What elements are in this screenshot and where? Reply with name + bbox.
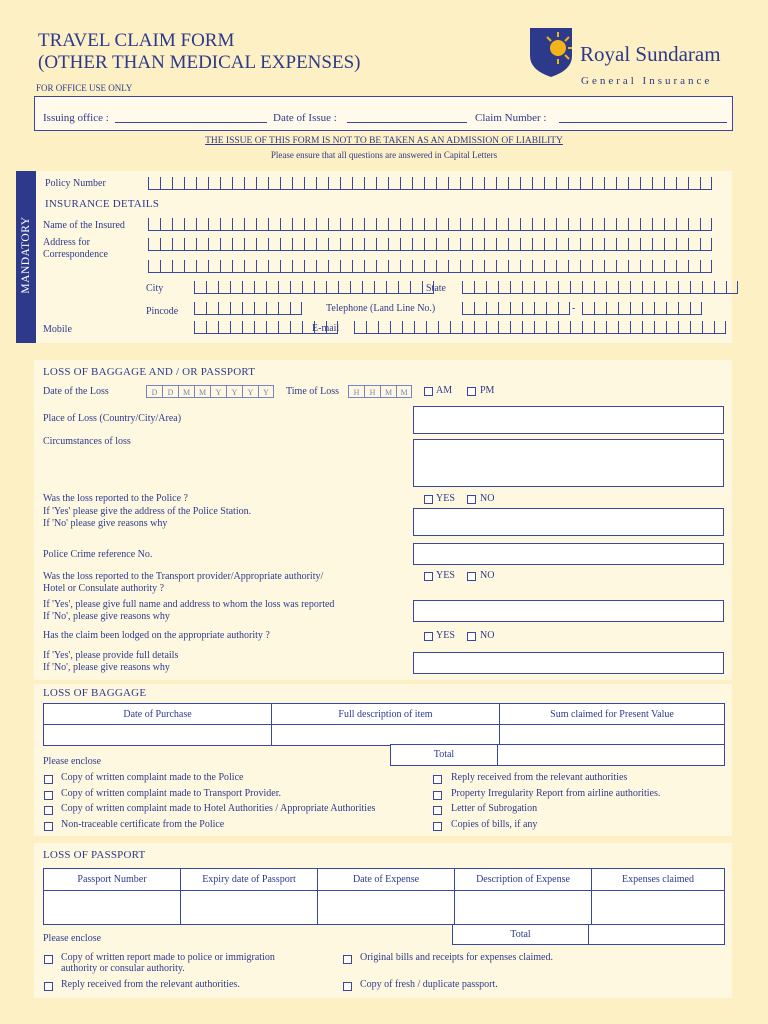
circumstances-label: Circumstances of loss — [43, 436, 131, 447]
passport-col-description: Description of Expense — [455, 869, 592, 891]
police-question-line1: Was the loss reported to the Police ? — [43, 493, 188, 504]
passport-col-claimed: Expenses claimed — [592, 869, 725, 891]
email-cells[interactable] — [354, 321, 726, 334]
baggage-left-item-3: Copy of written complaint made to Hotel Authorities / Appropriate Authorities — [61, 803, 376, 814]
passport-total-label-box — [452, 924, 589, 945]
passport-table — [43, 868, 725, 925]
place-of-loss-label: Place of Loss (Country/City/Area) — [43, 413, 182, 424]
baggage-panel — [34, 684, 732, 836]
baggage-heading: LOSS OF BAGGAGE — [43, 687, 147, 699]
claim-number-field[interactable] — [559, 122, 727, 123]
city-cells[interactable] — [194, 281, 434, 294]
name-insured-cells[interactable] — [148, 218, 712, 231]
baggage-total-label: Total — [433, 749, 455, 760]
baggage-left-checkbox-4[interactable] — [44, 822, 53, 831]
passport-enclose-label: Please enclose — [43, 933, 102, 944]
baggage-table — [43, 703, 725, 746]
royal-sundaram-shield-icon — [528, 26, 574, 78]
passport-heading: LOSS OF PASSPORT — [43, 849, 146, 861]
mandatory-side-bar — [16, 171, 36, 343]
police-ref-label: Police Crime reference No. — [43, 549, 153, 560]
transport-no-checkbox[interactable] — [467, 572, 476, 581]
transport-question-line2: Hotel or Consulate authority ? — [43, 583, 165, 594]
passport-right-item-2: Copy of fresh / duplicate passport. — [360, 979, 498, 990]
pm-checkbox[interactable] — [467, 387, 476, 396]
passport-right-checkbox-2[interactable] — [343, 982, 352, 991]
police-no-checkbox[interactable] — [467, 495, 476, 504]
email-label: E-mail — [312, 323, 340, 334]
transport-question-line3: If 'Yes', please give full name and address to whom the loss was reported — [43, 599, 335, 610]
state-label: State — [426, 283, 446, 294]
mandatory-label: MANDATORY — [20, 216, 32, 294]
baggage-right-item-2: Property Irregularity Report from airline authorities. — [451, 788, 661, 799]
mobile-label: Mobile — [43, 324, 72, 335]
pincode-label: Pincode — [146, 306, 179, 317]
transport-yes-label: YES — [436, 570, 455, 581]
police-no-label: NO — [480, 493, 495, 504]
claim-details-line1: If 'Yes', please provide full details — [43, 650, 179, 661]
baggage-left-item-2: Copy of written complaint made to Transport Provider. — [61, 788, 281, 799]
city-label: City — [146, 283, 164, 294]
capital-letters-note: Please ensure that all questions are answered in Capital Letters — [270, 150, 498, 160]
loss-details-heading: LOSS OF BAGGAGE AND / OR PASSPORT — [43, 366, 256, 378]
baggage-cell-date[interactable] — [44, 725, 272, 746]
am-label: AM — [436, 385, 453, 396]
passport-left-checkbox-1[interactable] — [44, 955, 53, 964]
passport-right-checkbox-1[interactable] — [343, 955, 352, 964]
baggage-left-checkbox-2[interactable] — [44, 791, 53, 800]
passport-panel — [34, 843, 732, 998]
claim-no-label: NO — [480, 630, 495, 641]
address-label-line2: Correspondence — [43, 249, 108, 260]
claim-details-field[interactable] — [413, 652, 724, 674]
address-cells-line1[interactable] — [148, 238, 712, 251]
passport-left-checkbox-2[interactable] — [44, 982, 53, 991]
brand-logo — [528, 26, 574, 78]
form-title-line2: (OTHER THAN MEDICAL EXPENSES) — [38, 52, 361, 73]
passport-col-expiry: Expiry date of Passport — [181, 869, 318, 891]
brand-subtitle: General Insurance — [581, 75, 713, 87]
passport-left-item-1b: authority or consular authority. — [61, 963, 185, 974]
claim-no-checkbox[interactable] — [467, 632, 476, 641]
date-of-loss-label: Date of the Loss — [43, 386, 109, 397]
date-of-loss-cells[interactable]: D D M M Y Y Y Y — [146, 385, 274, 398]
baggage-total-field[interactable] — [497, 744, 725, 766]
baggage-left-checkbox-3[interactable] — [44, 806, 53, 815]
passport-total-field[interactable] — [588, 924, 725, 945]
address-cells-line2[interactable] — [148, 260, 712, 273]
time-of-loss-label: Time of Loss — [286, 386, 339, 397]
circumstances-field[interactable] — [413, 439, 724, 487]
liability-notice: THE ISSUE OF THIS FORM IS NOT TO BE TAKEN AS AN ADMISSION OF LIABILITY — [205, 136, 563, 146]
transport-question-line1: Was the loss reported to the Transport provider/Appropriate authority/ — [43, 571, 324, 582]
baggage-left-item-1: Copy of written complaint made to the Police — [61, 772, 244, 783]
claim-yes-label: YES — [436, 630, 455, 641]
claim-number-label: Claim Number : — [475, 112, 547, 124]
baggage-right-checkbox-3[interactable] — [433, 806, 442, 815]
transport-no-label: NO — [480, 570, 495, 581]
baggage-right-item-4: Copies of bills, if any — [451, 819, 538, 830]
passport-cell-expiry[interactable] — [181, 891, 318, 925]
passport-cell-date-expense[interactable] — [318, 891, 455, 925]
passport-cell-description[interactable] — [455, 891, 592, 925]
name-insured-label: Name of the Insured — [43, 220, 125, 231]
police-details-field[interactable] — [413, 508, 724, 536]
baggage-left-item-4: Non-traceable certificate from the Police — [61, 819, 225, 830]
transport-yes-checkbox[interactable] — [424, 572, 433, 581]
baggage-col-date: Date of Purchase — [44, 704, 272, 725]
baggage-total-label-box — [390, 744, 498, 766]
policy-number-cells[interactable] — [148, 177, 712, 190]
pincode-cells[interactable] — [194, 302, 302, 315]
form-title — [38, 30, 360, 74]
passport-cell-claimed[interactable] — [592, 891, 725, 925]
loss-details-panel — [34, 360, 732, 680]
issuing-office-field[interactable] — [115, 122, 267, 123]
passport-col-date-expense: Date of Expense — [318, 869, 455, 891]
baggage-right-item-1: Reply received from the relevant authorities — [451, 772, 628, 783]
baggage-cell-sum[interactable] — [500, 725, 725, 746]
date-of-issue-label: Date of Issue : — [273, 112, 337, 124]
baggage-right-item-3: Letter of Subrogation — [451, 803, 538, 814]
office-use-label: FOR OFFICE USE ONLY — [36, 83, 133, 93]
police-question-line2: If 'Yes' please give the address of the Police Station. — [43, 506, 252, 517]
mandatory-panel — [36, 171, 732, 343]
office-use-box — [34, 96, 733, 131]
passport-col-number: Passport Number — [44, 869, 181, 891]
date-of-issue-field[interactable] — [347, 122, 467, 123]
passport-left-item-2: Reply received from the relevant authorities. — [61, 979, 240, 990]
brand-name: Royal Sundaram — [580, 42, 721, 66]
baggage-col-sum: Sum claimed for Present Value — [500, 704, 725, 725]
claim-yes-checkbox[interactable] — [424, 632, 433, 641]
telephone-label: Telephone (Land Line No.) — [326, 303, 436, 314]
passport-right-item-1: Original bills and receipts for expenses claimed. — [360, 952, 553, 963]
police-yes-checkbox[interactable] — [424, 495, 433, 504]
baggage-right-checkbox-1[interactable] — [433, 775, 442, 784]
baggage-left-checkbox-1[interactable] — [44, 775, 53, 784]
baggage-right-checkbox-2[interactable] — [433, 791, 442, 800]
transport-question-line4: If 'No', please give reasons why — [43, 611, 170, 622]
insurance-details-heading: INSURANCE DETAILS — [45, 198, 160, 210]
am-checkbox[interactable] — [424, 387, 433, 396]
telephone-std-cells[interactable] — [462, 302, 570, 315]
transport-details-field[interactable] — [413, 600, 724, 622]
police-ref-field[interactable] — [413, 543, 724, 565]
passport-total-label: Total — [510, 929, 531, 940]
baggage-col-description: Full description of item — [272, 704, 500, 725]
telephone-number-cells[interactable] — [582, 302, 702, 315]
state-cells[interactable] — [462, 281, 738, 294]
place-of-loss-field[interactable] — [413, 406, 724, 434]
policy-number-label: Policy Number — [45, 178, 106, 189]
passport-left-item-1a: Copy of written report made to police or immigration — [61, 952, 275, 963]
form-title-line1: TRAVEL CLAIM FORM — [38, 30, 235, 51]
issuing-office-label: Issuing office : — [43, 112, 109, 124]
police-question-line3: If 'No' please give reasons why — [43, 518, 168, 529]
pm-label: PM — [480, 385, 495, 396]
baggage-right-checkbox-4[interactable] — [433, 822, 442, 831]
baggage-enclose-label: Please enclose — [43, 756, 102, 767]
telephone-dash: - — [572, 303, 576, 314]
claim-lodged-question: Has the claim been lodged on the appropriate authority ? — [43, 630, 270, 641]
baggage-cell-description[interactable] — [272, 725, 500, 746]
time-of-loss-cells[interactable]: H H M M — [348, 385, 412, 398]
police-yes-label: YES — [436, 493, 455, 504]
claim-details-line2: If 'No', please give reasons why — [43, 662, 170, 673]
address-label-line1: Address for — [43, 237, 90, 248]
passport-cell-number[interactable] — [44, 891, 181, 925]
